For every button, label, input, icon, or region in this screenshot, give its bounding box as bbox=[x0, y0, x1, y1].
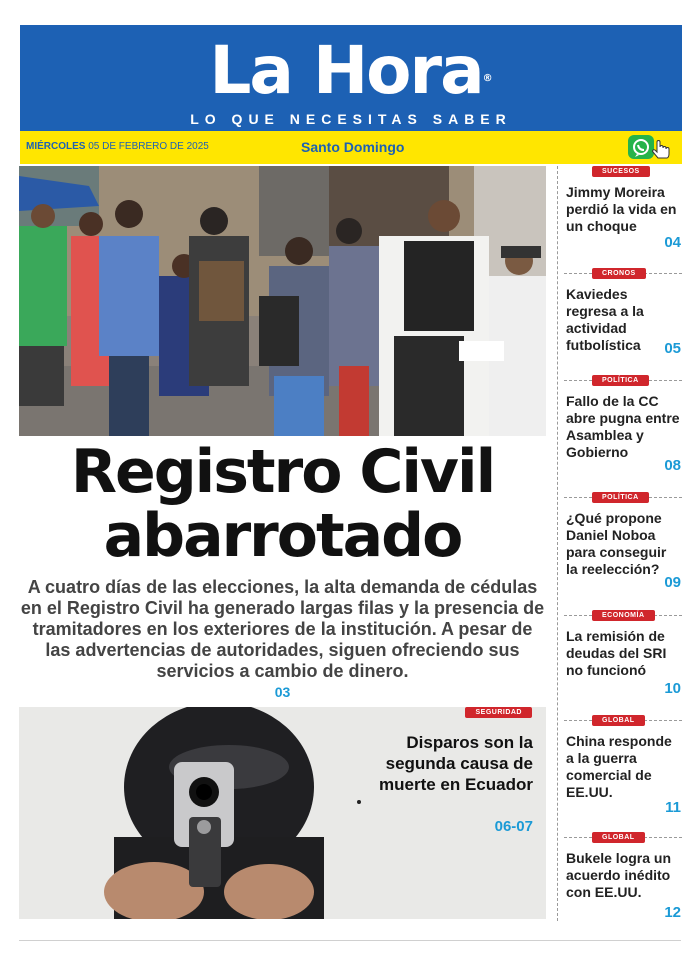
sidebar-section-tag: GLOBAL bbox=[592, 715, 645, 726]
headline-line-2: abarrotado bbox=[103, 501, 462, 571]
logo[interactable] bbox=[20, 32, 682, 109]
sidebar-title: La remisión de deudas del SRI no funcionó bbox=[566, 628, 667, 678]
registered-mark: ® bbox=[482, 73, 493, 84]
sidebar-title: China responde a la guerra comercial de EE.UU. bbox=[566, 733, 672, 800]
main-page-number: 03 bbox=[274, 684, 291, 700]
edition-city: Santo Domingo bbox=[301, 139, 405, 155]
main-headline[interactable] bbox=[19, 437, 546, 571]
logo-text: La Hora bbox=[209, 32, 483, 109]
feature-page-number: 06-07 bbox=[494, 818, 533, 835]
sidebar-page-number: 12 bbox=[664, 904, 681, 921]
sidebar-title: Bukele logra un acuerdo inédito con EE.UU. bbox=[566, 850, 672, 900]
date-bar bbox=[20, 131, 682, 164]
sidebar-page-number: 05 bbox=[664, 340, 681, 357]
sidebar-section-tag: CRONOS bbox=[592, 268, 646, 279]
sidebar-title: Fallo de la CC abre pugna entre Asamblea y Gobierno bbox=[566, 393, 680, 460]
feature-story[interactable] bbox=[19, 707, 546, 919]
headline-line-1: Registro Civil bbox=[70, 437, 495, 507]
sidebar-title: ¿Qué propone Daniel Noboa para conseguir la reelección? bbox=[566, 510, 667, 577]
sidebar-page-number: 04 bbox=[664, 234, 681, 251]
pointer-hand-icon bbox=[650, 139, 672, 161]
sidebar-section-tag: GLOBAL bbox=[592, 832, 645, 843]
sidebar-section-tag: ECONOMÍA bbox=[592, 610, 655, 621]
sidebar-page-number: 09 bbox=[664, 574, 681, 591]
sidebar-section-tag: POLÍTICA bbox=[592, 492, 649, 503]
crowd-photo[interactable] bbox=[19, 166, 546, 436]
feature-title: Disparos son la segunda causa de muerte en Ecuador bbox=[379, 733, 533, 794]
sidebar-page-number: 08 bbox=[664, 457, 681, 474]
tagline: LO QUE NECESITAS SABER bbox=[190, 111, 512, 127]
issue-date-text: 05 DE FEBRERO DE 2025 bbox=[88, 141, 209, 152]
sidebar-section-tag: POLÍTICA bbox=[592, 375, 649, 386]
bottom-rule bbox=[19, 940, 681, 941]
feature-section-tag: SEGURIDAD bbox=[465, 707, 532, 718]
sidebar-title: Jimmy Moreira perdió la vida en un choque bbox=[566, 184, 677, 234]
main-lede: A cuatro días de las elecciones, la alta demanda de cédulas en el Registro Civil ha generado largas filas y la presencia de tramitadores en los exteriores de la institución. A pesar de las advertencias de autoridades, siguen ofreciendo sus servicios a cambio de dinero. bbox=[20, 577, 545, 681]
masthead bbox=[20, 25, 682, 131]
issue-day: MIÉRCOLES bbox=[26, 141, 86, 152]
sidebar-page-number: 10 bbox=[664, 680, 681, 697]
column-divider bbox=[557, 166, 559, 921]
sidebar-title: Kaviedes regresa a la actividad futbolística bbox=[566, 286, 644, 353]
sidebar-page-number: 11 bbox=[665, 799, 681, 816]
issue-date bbox=[26, 141, 209, 152]
sidebar-section-tag: SUCESOS bbox=[592, 166, 650, 177]
